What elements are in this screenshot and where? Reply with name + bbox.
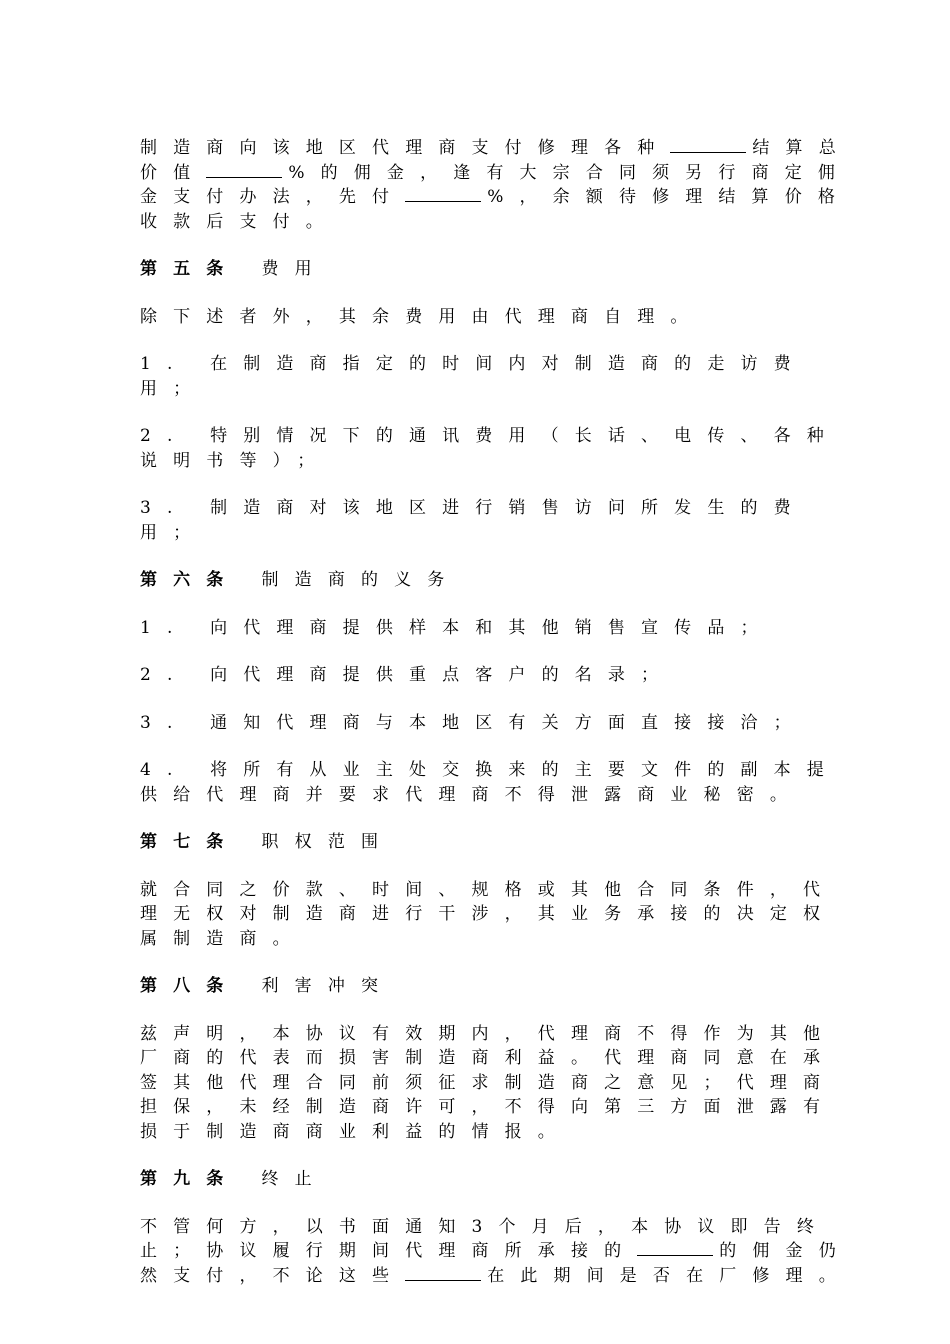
article-heading-9 bbox=[140, 1167, 860, 1192]
list-item: 3. 制造商对该地区进行销售访问所发生的费用； bbox=[140, 498, 807, 543]
fill-in-blank bbox=[637, 1241, 713, 1256]
paragraph-termination bbox=[140, 1215, 860, 1289]
list-item: 1. 向代理商提供样本和其他销售宣传品； bbox=[140, 617, 774, 638]
article-number: 第五条 bbox=[140, 259, 240, 279]
article-heading-6 bbox=[140, 568, 860, 593]
article-title: 利害冲突 bbox=[261, 976, 395, 996]
document-page bbox=[140, 136, 860, 1288]
article-title: 制造商的义务 bbox=[261, 570, 461, 590]
text-segment: 制造商向该地区代理商支付修理各种 bbox=[140, 138, 671, 158]
list-item: 1. 在制造商指定的时间内对制造商的走访费用； bbox=[140, 354, 807, 399]
article-number: 第九条 bbox=[140, 1169, 240, 1189]
paragraph-commission bbox=[140, 136, 860, 234]
list-item: 4. 将所有从业主处交换来的主要文件的副本提供给代理商并要求代理商不得泄露商业秘密。 bbox=[140, 760, 840, 805]
article-heading-8 bbox=[140, 974, 860, 999]
text-segment: 价值 bbox=[140, 162, 207, 183]
list-item: 2. 特别情况下的通讯费用（长话、电传、各种说明书等）； bbox=[140, 426, 840, 471]
fill-in-blank bbox=[670, 138, 746, 153]
fill-in-blank bbox=[405, 187, 481, 202]
text-segment: 收款后支付。 bbox=[140, 211, 339, 232]
article-title: 终止 bbox=[261, 1169, 328, 1189]
article-number: 第八条 bbox=[140, 976, 240, 996]
text-segment: %，余额待修理结算价格 bbox=[487, 187, 852, 207]
article-heading-7 bbox=[140, 830, 860, 855]
paragraph-expenses-intro: 除下述者外，其余费用由代理商自理。 bbox=[140, 306, 704, 327]
text-segment: %的佣金，逢有大宗合同须另行商定佣 bbox=[288, 162, 852, 183]
list-item: 2. 向代理商提供重点客户的名录； bbox=[140, 665, 675, 685]
article-number: 第六条 bbox=[140, 570, 240, 590]
text-segment: 结算总 bbox=[752, 138, 852, 158]
article-number: 第七条 bbox=[140, 832, 240, 852]
text-segment: 在此期间是否在厂修理。 bbox=[487, 1265, 852, 1286]
article-heading-5 bbox=[140, 257, 860, 282]
article-title: 职权范围 bbox=[261, 832, 395, 852]
list-item: 3. 通知代理商与本地区有关方面直接接洽； bbox=[140, 712, 807, 733]
article-title: 费用 bbox=[261, 259, 328, 279]
text-segment: 的佣金仍然支付，不论这些 bbox=[140, 1241, 852, 1286]
text-segment: 不管何方，以书面通知3个月后，本协议即告终止；协议履行期间代理商所承接的 bbox=[140, 1216, 830, 1261]
paragraph-conflict: 兹声明，本协议有效期内，代理商不得作为其他厂商的代表而损害制造商利益。代理商同意在承签其他代理合同前须征求制造商之意见；代理商担保，未经制造商许可，不得向第三方面泄露有损于制造商商业利益的情报。 bbox=[140, 1023, 837, 1142]
fill-in-blank bbox=[405, 1266, 481, 1281]
text-segment: 金支付办法，先付 bbox=[140, 187, 406, 207]
paragraph-scope: 就合同之价款、时间、规格或其他合同条件，代理无权对制造商进行干涉，其业务承接的决定权属制造商。 bbox=[140, 879, 837, 949]
fill-in-blank bbox=[206, 163, 282, 178]
